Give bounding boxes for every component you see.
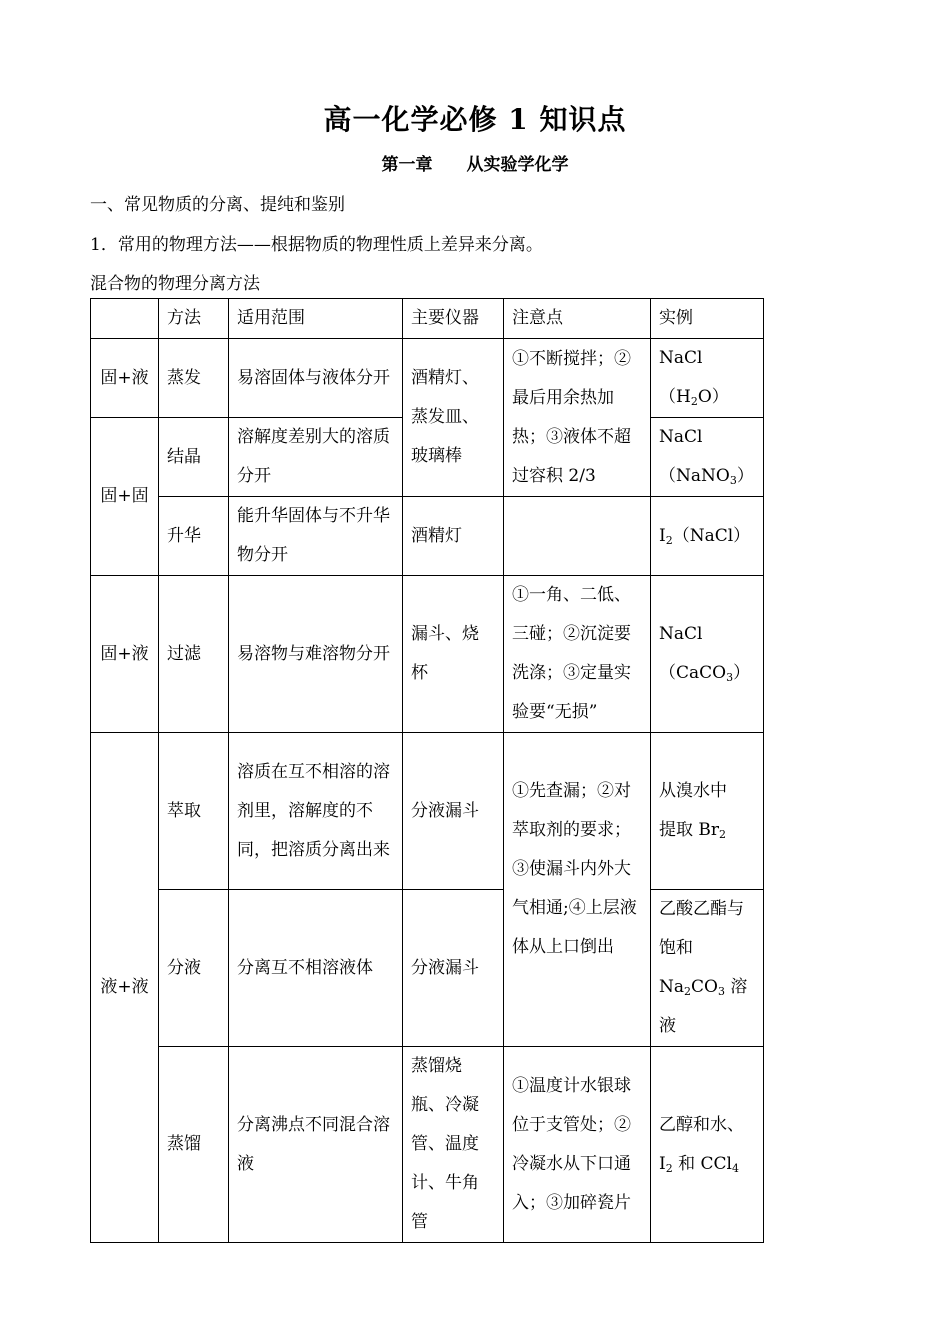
apparatus-cell: 酒精灯 bbox=[403, 497, 504, 576]
table-caption: 混合物的物理分离方法 bbox=[90, 274, 260, 294]
method-cell: 结晶 bbox=[159, 418, 229, 497]
method-cell: 升华 bbox=[159, 497, 229, 576]
method-cell: 分液 bbox=[159, 890, 229, 1047]
method-cell: 过滤 bbox=[159, 576, 229, 733]
table-row bbox=[91, 733, 764, 890]
chapter-heading bbox=[0, 150, 950, 175]
scope-cell: 分离沸点不同混合溶液 bbox=[229, 1047, 403, 1243]
example-cell: NaCl （CaCO$_3$） bbox=[651, 576, 764, 733]
example-cell: NaCl $(H_2O)$ bbox=[651, 339, 764, 418]
example-cell: NaCl （NaNO$_3$） bbox=[651, 418, 764, 497]
table-header-row bbox=[91, 299, 764, 339]
method-cell: 蒸发 bbox=[159, 339, 229, 418]
example-cell: 从溴水中 提取 $Br_2$ bbox=[651, 733, 764, 890]
separation-methods-table bbox=[90, 298, 764, 1243]
scope-cell: 溶解度差别大的溶质分开 bbox=[229, 418, 403, 497]
notes-cell: ①一角、二低、三碰；②沉淀要洗涤；③定量实验要“无损” bbox=[504, 576, 651, 733]
method-cell: 蒸馏 bbox=[159, 1047, 229, 1243]
table-row bbox=[91, 1047, 764, 1243]
example-cell: 乙醇和水、 $I_2$ 和 CCl$_4$ bbox=[651, 1047, 764, 1243]
apparatus-cell: 分液漏斗 bbox=[403, 733, 504, 890]
chapter-label: 第一章 bbox=[381, 155, 433, 175]
scope-cell: 易溶固体与液体分开 bbox=[229, 339, 403, 418]
header-cell: 实例 bbox=[651, 299, 764, 339]
apparatus-cell: 漏斗、烧杯 bbox=[403, 576, 504, 733]
apparatus-cell: 分液漏斗 bbox=[403, 890, 504, 1047]
chapter-name: 从实验学化学 bbox=[466, 155, 569, 175]
page-title: 高一化学必修 1 知识点 bbox=[323, 103, 627, 136]
group-cell: 液+液 bbox=[91, 733, 159, 1243]
scope-cell: 溶质在互不相溶的溶剂里，溶解度的不同，把溶质分离出来 bbox=[229, 733, 403, 890]
table-row bbox=[91, 890, 764, 1047]
header-cell bbox=[91, 299, 159, 339]
method-cell: 萃取 bbox=[159, 733, 229, 890]
group-cell: 固+固 bbox=[91, 418, 159, 576]
table-row bbox=[91, 497, 764, 576]
scope-cell: 易溶物与难溶物分开 bbox=[229, 576, 403, 733]
subsection-heading: 1．常用的物理方法——根据物质的物理性质上差异来分离。 bbox=[90, 235, 543, 255]
scope-cell: 能升华固体与不升华物分开 bbox=[229, 497, 403, 576]
group-cell: 固+液 bbox=[91, 339, 159, 418]
example-cell: $I_2(NaCl)$ bbox=[651, 497, 764, 576]
notes-cell: ①先查漏；②对萃取剂的要求；③使漏斗内外大气相通;④上层液体从上口倒出 bbox=[504, 733, 651, 1047]
notes-cell: ①不断搅拌；②最后用余热加热；③液体不超过容积 2/3 bbox=[504, 339, 651, 497]
notes-cell: ①温度计水银球位于支管处；②冷凝水从下口通入；③加碎瓷片 bbox=[504, 1047, 651, 1243]
header-cell: 主要仪器 bbox=[403, 299, 504, 339]
header-cell: 方法 bbox=[159, 299, 229, 339]
group-cell: 固+液 bbox=[91, 576, 159, 733]
header-cell: 适用范围 bbox=[229, 299, 403, 339]
header-cell: 注意点 bbox=[504, 299, 651, 339]
example-cell: 乙酸乙酯与饱和 $Na_2CO_3$ 溶液 bbox=[651, 890, 764, 1047]
apparatus-cell: 蒸馏烧瓶、冷凝管、温度计、牛角管 bbox=[403, 1047, 504, 1243]
scope-cell: 分离互不相溶液体 bbox=[229, 890, 403, 1047]
table-row bbox=[91, 576, 764, 733]
section-heading: 一、常见物质的分离、提纯和鉴别 bbox=[90, 195, 345, 215]
notes-cell bbox=[504, 497, 651, 576]
apparatus-cell: 酒精灯、蒸发皿、玻璃棒 bbox=[403, 339, 504, 497]
table-row bbox=[91, 339, 764, 418]
